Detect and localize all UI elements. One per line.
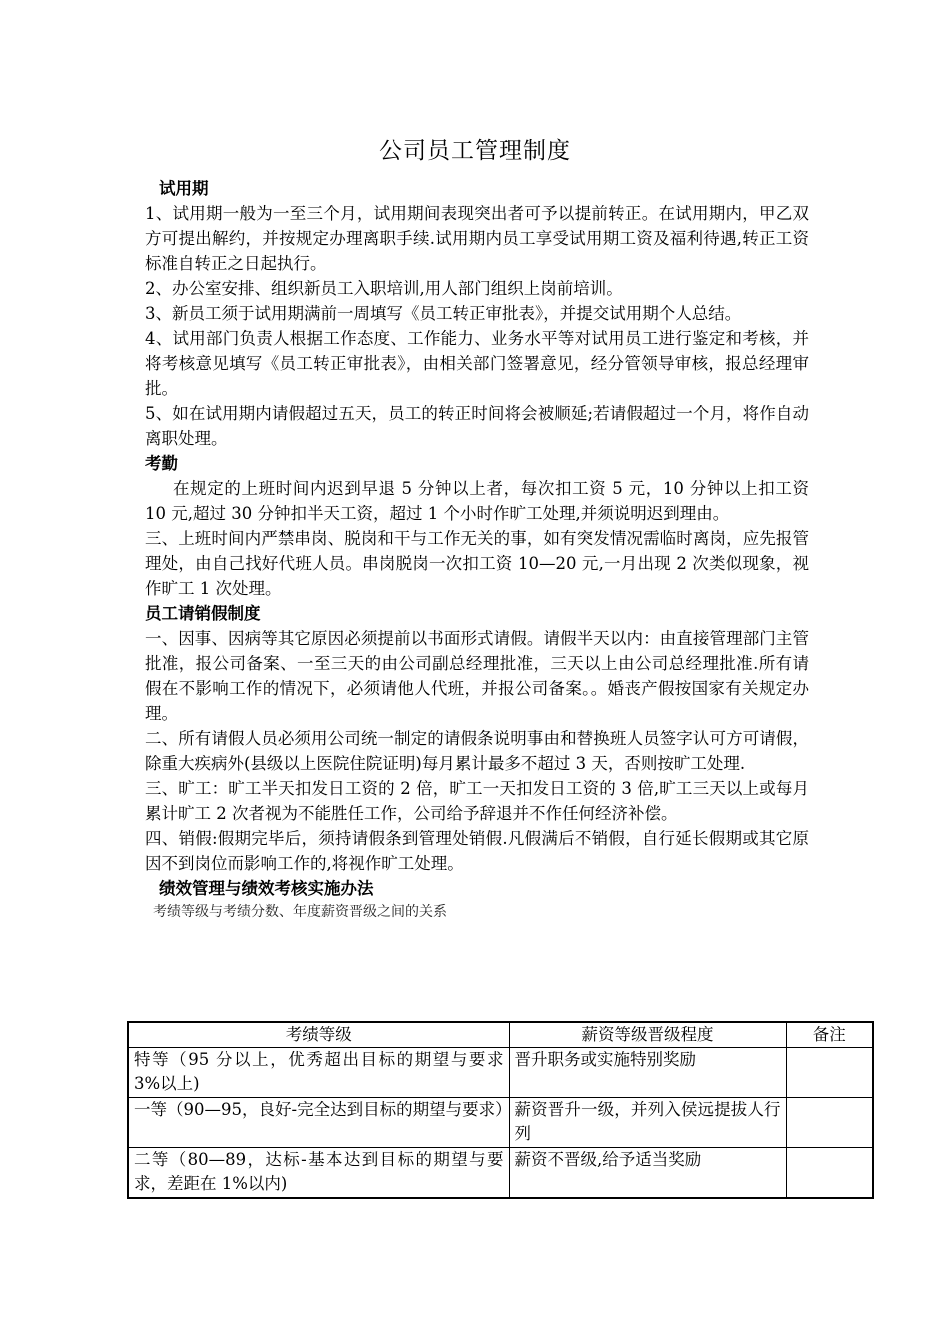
paragraph: 5、如在试用期内请假超过五天，员工的转正时间将会被顺延;若请假超过一个月，将作自动离职处理。 — [145, 404, 809, 448]
table-cell: 特等（95 分以上，优秀超出目标的期望与要求 3%以上) — [128, 1048, 509, 1098]
paragraph: 2、办公室安排、组织新员工入职培训,用人部门组织上岗前培训。 — [145, 279, 623, 298]
column-header: 薪资等级晋级程度 — [509, 1022, 786, 1048]
paragraph: 二、所有请假人员必须用公司统一制定的请假条说明事由和替换班人员签字认可方可请假，除重大疾病外(县级以上医院住院证明)每月累计最多不超过 3 天，否则按旷工处理. — [145, 729, 809, 773]
section-heading-performance: 绩效管理与绩效考核实施办法 — [159, 879, 374, 898]
table-cell: 一等（90—95，良好-完全达到目标的期望与要求） — [128, 1098, 509, 1148]
table-caption: 考绩等级与考绩分数、年度薪资晋级之间的关系 — [153, 904, 447, 920]
column-header: 考绩等级 — [128, 1022, 509, 1048]
table-cell: 晋升职务或实施特别奖励 — [509, 1048, 786, 1098]
table-cell: 二等（80—89，达标-基本达到目标的期望与要求，差距在 1%以内) — [128, 1148, 509, 1199]
document-body — [145, 176, 809, 922]
column-header: 备注 — [786, 1022, 873, 1048]
paragraph: 四、销假:假期完毕后，须持请假条到管理处销假.凡假满后不销假，自行延长假期或其它原因不到岗位而影响工作的,将视作旷工处理。 — [145, 829, 809, 873]
table-header-row — [128, 1022, 873, 1048]
section-heading-attendance: 考勤 — [145, 454, 178, 473]
table-cell — [786, 1048, 873, 1098]
table-row — [128, 1098, 873, 1148]
paragraph: 在规定的上班时间内迟到早退 5 分钟以上者，每次扣工资 5 元，10 分钟以上扣工资 10 元,超过 30 分钟扣半天工资，超过 1 个小时作旷工处理,并须说明迟到理由。 — [145, 479, 809, 523]
table-cell — [786, 1098, 873, 1148]
paragraph: 一、因事、因病等其它原因必须提前以书面形式请假。请假半天以内：由直接管理部门主管批准，报公司备案、一至三天的由公司副总经理批准，三天以上由公司总经理批准.所有请假在不影响工作的情况下，必须请他人代班，并报公司备案。。婚丧产假按国家有关规定办理。 — [145, 629, 809, 723]
paragraph: 三、旷工：旷工半天扣发日工资的 2 倍，旷工一天扣发日工资的 3 倍,旷工三天以上或每月累计旷工 2 次者视为不能胜任工作，公司给予辞退并不作任何经济补偿。 — [145, 779, 809, 823]
section-heading-leave: 员工请销假制度 — [145, 604, 261, 623]
paragraph: 4、试用部门负责人根据工作态度、工作能力、业务水平等对试用员工进行鉴定和考核，并将考核意见填写《员工转正审批表》，由相关部门签署意见，经分管领导审核，报总经理审批。 — [145, 329, 809, 398]
performance-table — [127, 1021, 874, 1199]
paragraph: 三、上班时间内严禁串岗、脱岗和干与工作无关的事，如有突发情况需临时离岗，应先报管理处，由自己找好代班人员。串岗脱岗一次扣工资 10—20 元,一月出现 2 次类似现象，视作旷工 1 次处理。 — [145, 529, 809, 598]
table-row — [128, 1148, 873, 1199]
section-heading-probation: 试用期 — [159, 179, 209, 198]
table-row — [128, 1048, 873, 1098]
paragraph: 1、试用期一般为一至三个月，试用期间表现突出者可予以提前转正。在试用期内，甲乙双方可提出解约，并按规定办理离职手续.试用期内员工享受试用期工资及福利待遇,转正工资标准自转正之日起执行。 — [145, 204, 809, 273]
table-cell: 薪资不晋级,给予适当奖励 — [509, 1148, 786, 1199]
table-cell: 薪资晋升一级，并列入侯远提拔人行列 — [509, 1098, 786, 1148]
paragraph: 3、新员工须于试用期满前一周填写《员工转正审批表》，并提交试用期个人总结。 — [145, 304, 742, 323]
table-cell — [786, 1148, 873, 1199]
document-title: 公司员工管理制度 — [379, 138, 571, 164]
